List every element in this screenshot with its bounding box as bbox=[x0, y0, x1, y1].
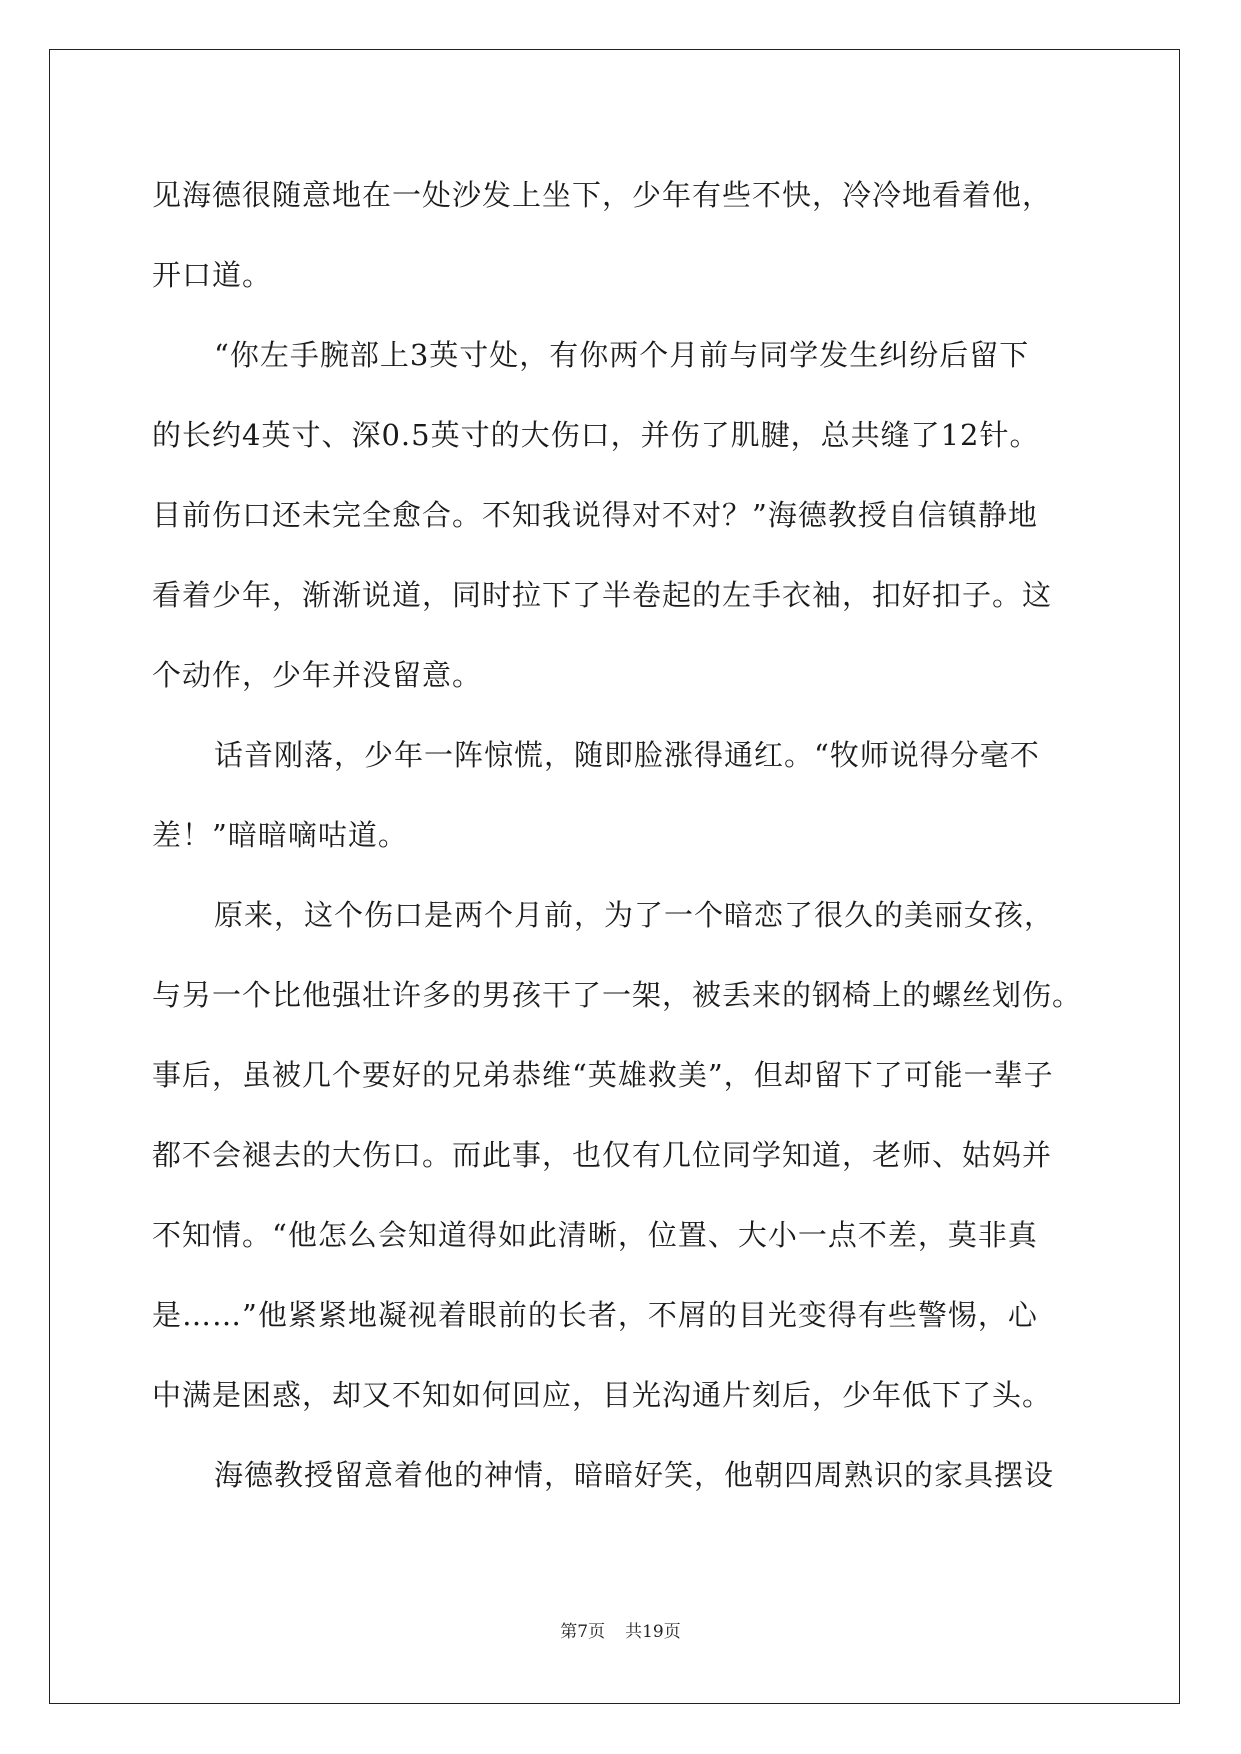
page-number: 第7页 bbox=[560, 1622, 606, 1642]
text-line: “你左手腕部上3英寸处，有你两个月前与同学发生纠纷后留下 bbox=[214, 338, 1030, 372]
text-line: 目前伤口还未完全愈合。不知我说得对不对？”海德教授自信镇静地 bbox=[152, 498, 1038, 532]
text-line: 事后，虽被几个要好的兄弟恭维“英雄救美”，但却留下了可能一辈子 bbox=[152, 1058, 1054, 1092]
text-line: 原来，这个伤口是两个月前，为了一个暗恋了很久的美丽女孩， bbox=[214, 898, 1055, 932]
text-line: 开口道。 bbox=[152, 258, 273, 292]
text-line: 与另一个比他强壮许多的男孩干了一架，被丢来的钢椅上的螺丝划伤。 bbox=[152, 978, 1083, 1012]
text-line: 不知情。“他怎么会知道得如此清晰，位置、大小一点不差，莫非真 bbox=[152, 1218, 1038, 1252]
text-line: 的长约4英寸、深0.5英寸的大伤口，并伤了肌腱，总共缝了12针。 bbox=[152, 418, 1040, 452]
text-line: 海德教授留意着他的神情，暗暗好笑，他朝四周熟识的家具摆设 bbox=[214, 1458, 1055, 1492]
text-line: 见海德很随意地在一处沙发上坐下，少年有些不快，冷冷地看着他， bbox=[152, 178, 1053, 212]
page-total: 共19页 bbox=[625, 1622, 681, 1642]
text-line: 话音刚落，少年一阵惊慌，随即脸涨得通红。“牧师说得分毫不 bbox=[214, 738, 1040, 772]
body-text bbox=[152, 155, 1092, 1515]
text-line: 中满是困惑，却又不知如何回应，目光沟通片刻后，少年低下了头。 bbox=[152, 1378, 1053, 1412]
text-line: 差！”暗暗嘀咕道。 bbox=[152, 818, 408, 852]
text-line: 看着少年，渐渐说道，同时拉下了半卷起的左手衣袖，扣好扣子。这 bbox=[152, 578, 1053, 612]
text-line: 个动作，少年并没留意。 bbox=[152, 658, 483, 692]
text-line: 是……”他紧紧地凝视着眼前的长者，不屑的目光变得有些警惕，心 bbox=[152, 1298, 1038, 1332]
text-line: 都不会褪去的大伤口。而此事，也仅有几位同学知道，老师、姑妈并 bbox=[152, 1138, 1053, 1172]
page-footer bbox=[0, 1617, 1241, 1642]
